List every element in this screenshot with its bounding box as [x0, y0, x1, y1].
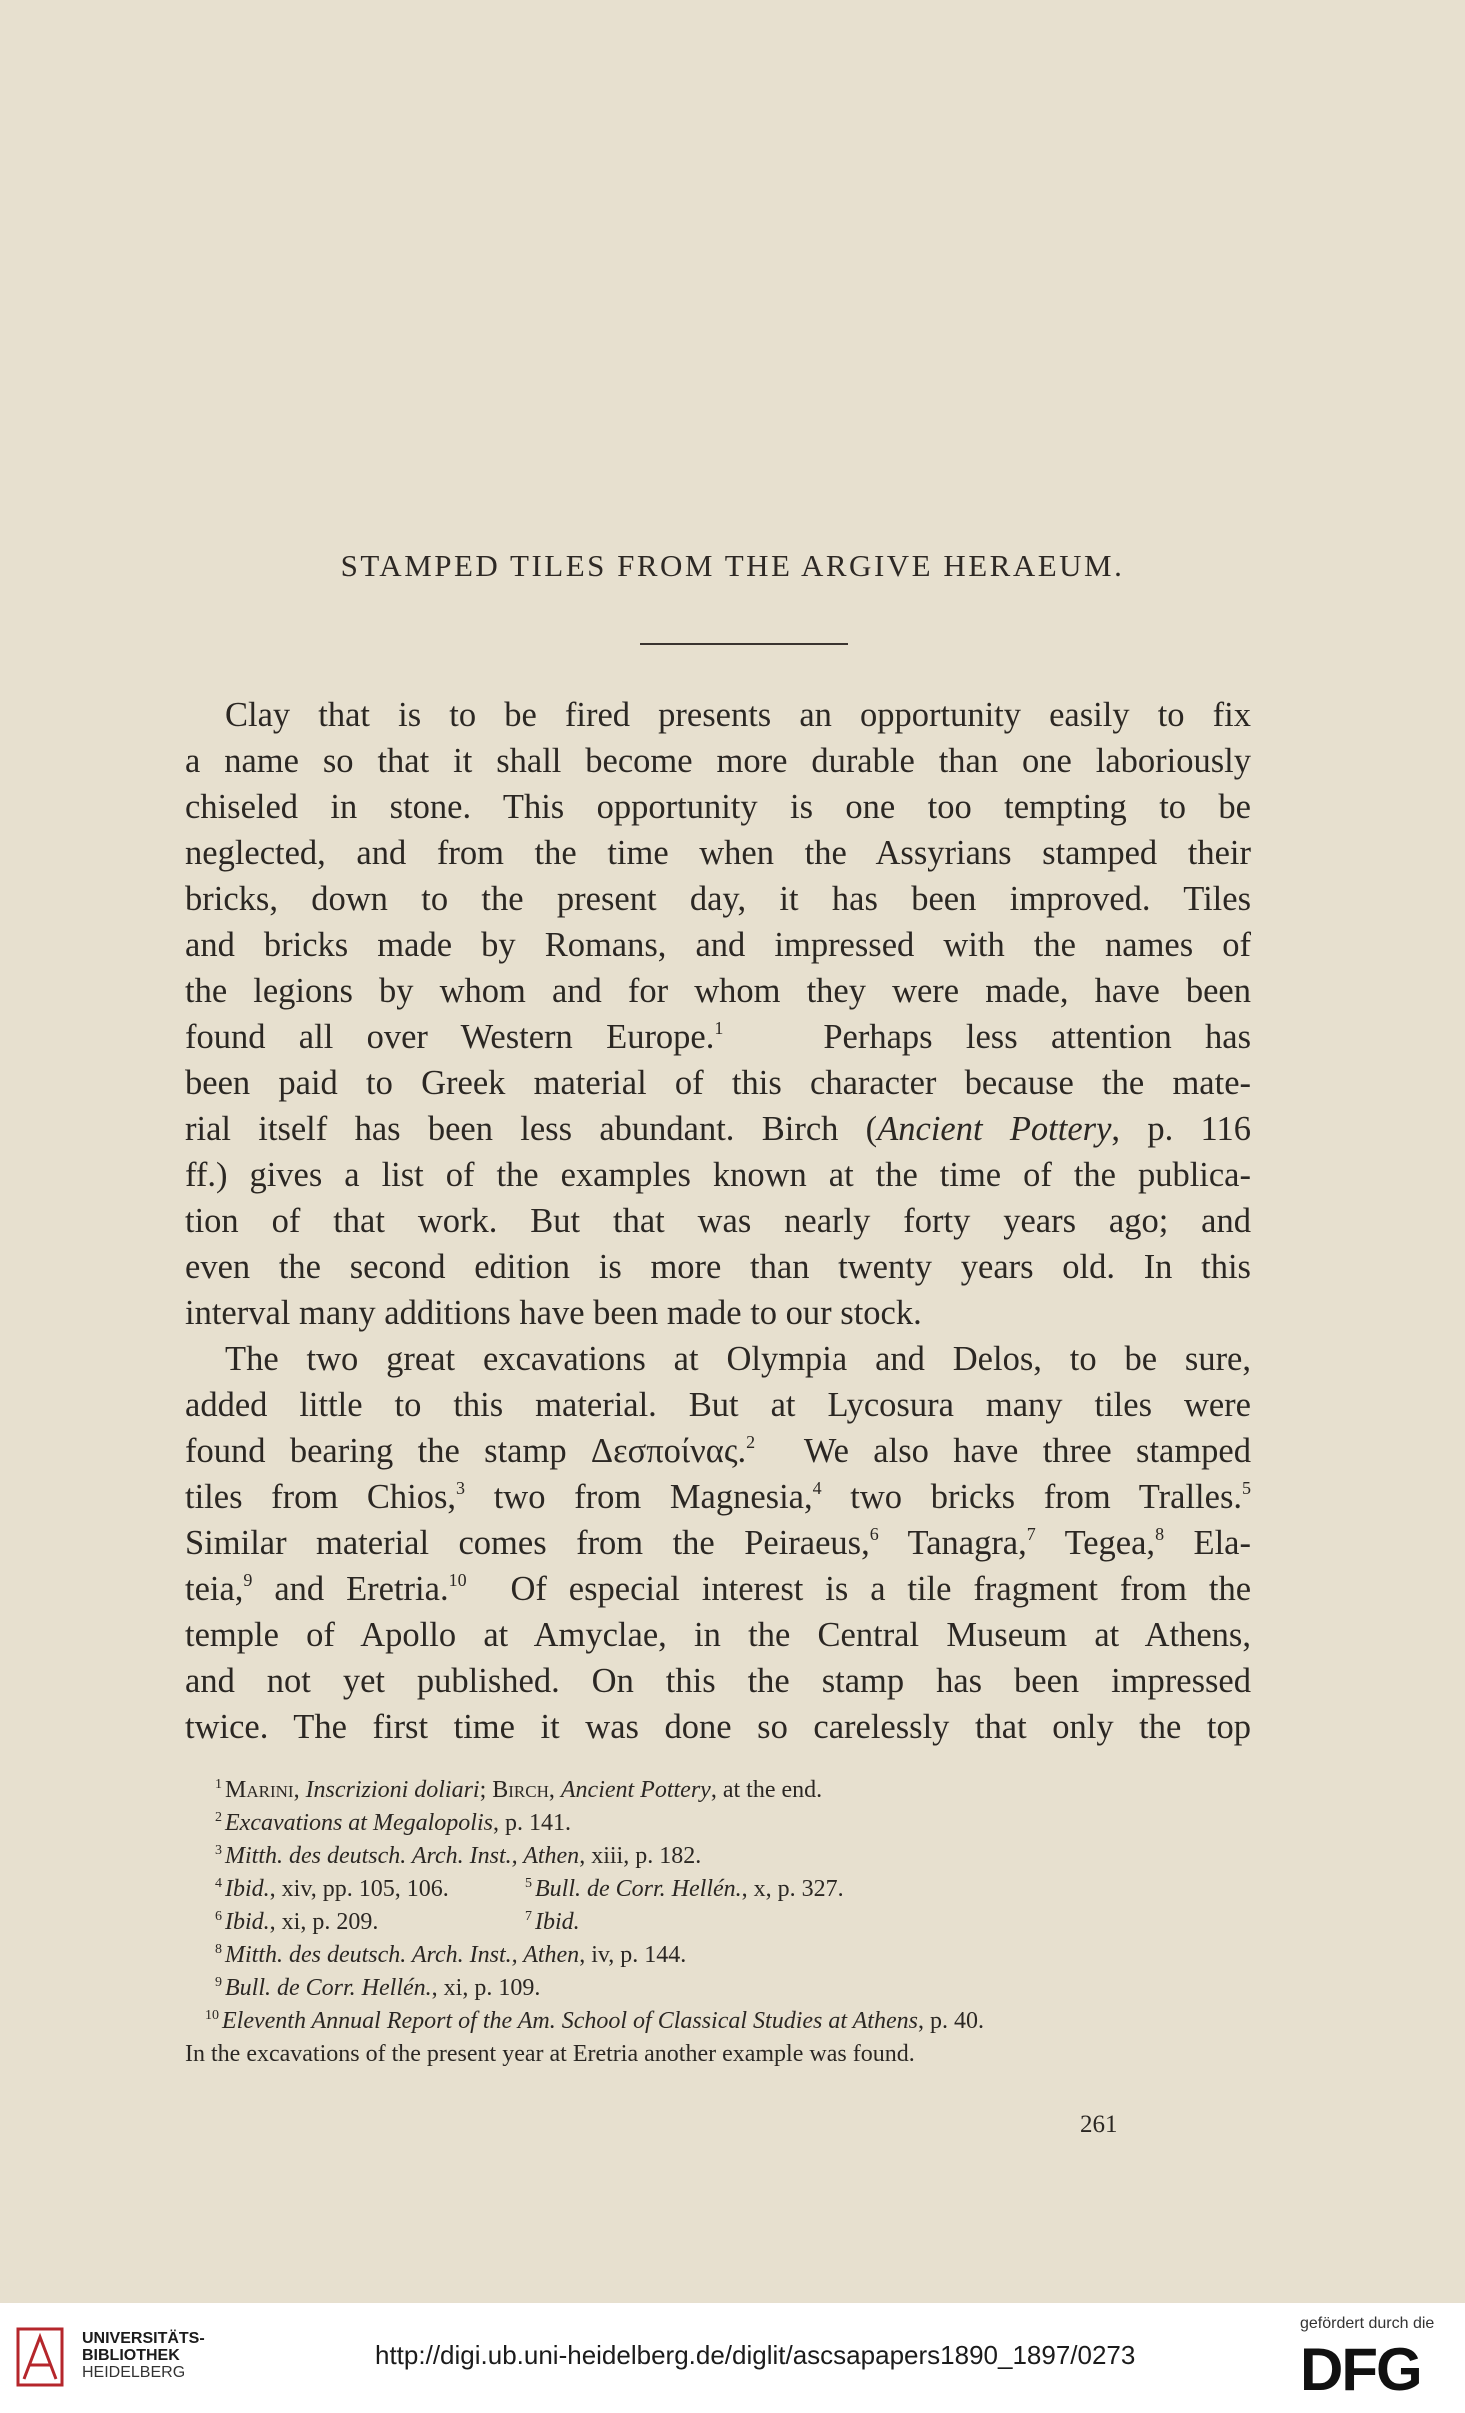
footnote-ref: 2	[746, 1432, 756, 1452]
footnote-ref: 10	[448, 1570, 467, 1590]
body-line: even the second edition is more than twenty years old. In this	[185, 1248, 1251, 1286]
body-line: Similar material comes from the Peiraeus,$^6$ Tanagra,$^7$ Tegea,$^8$ Ela-	[185, 1524, 1251, 1562]
footnote-ref: 9	[243, 1570, 253, 1590]
body-line: the legions by whom and for whom they were made, have been	[185, 972, 1251, 1010]
footnote-10-continued: In the excavations of the present year at Eretria another example was found.	[185, 2041, 915, 2067]
footnote-ref: 6	[869, 1524, 879, 1544]
footnote-3: $^3$ Mitth. des deutsch. Arch. Inst., Athen, xiii, p. 182.	[215, 1843, 702, 1869]
body-line: found bearing the stamp Δεσποίνας.$^2$ We also have three stamped	[185, 1432, 1251, 1470]
body-line: temple of Apollo at Amyclae, in the Central Museum at Athens,	[185, 1616, 1251, 1654]
footnote-ref: 4	[812, 1478, 822, 1498]
body-line: and bricks made by Romans, and impressed with the names of	[185, 926, 1251, 964]
title-rule	[640, 643, 848, 645]
body-line: bricks, down to the present day, it has been improved. Tiles	[185, 880, 1251, 918]
body-line: found all over Western Europe.$^1$ Perhaps less attention has	[185, 1018, 1251, 1056]
body-line: teia,$^9$ and Eretria.$^{10}$ Of especial interest is a tile fragment from the	[185, 1570, 1251, 1608]
body-line: and not yet published. On this the stamp has been impressed	[185, 1662, 1251, 1700]
body-line: twice. The first time it was done so carelessly that only the top	[185, 1708, 1251, 1746]
body-line: Clay that is to be fired presents an opportunity easily to fix	[225, 696, 1251, 734]
body-line: been paid to Greek material of this character because the mate-	[185, 1064, 1251, 1102]
dfg-logo[interactable]: DFG	[1300, 2336, 1421, 2403]
page-number: 261	[1080, 2111, 1118, 2138]
footnote-8: $^8$ Mitth. des deutsch. Arch. Inst., Athen, iv, p. 144.	[215, 1942, 687, 1968]
footnote-ref: 5	[1242, 1478, 1251, 1498]
body-line: rial itself has been less abundant. Birch (Ancient Pottery, p. 116	[185, 1110, 1251, 1148]
body-line: The two great excavations at Olympia and Delos, to be sure,	[225, 1340, 1251, 1378]
body-line: ff.) gives a list of the examples known at the time of the publica-	[185, 1156, 1251, 1194]
footnote-6-7: $^6$ Ibid., xi, p. 209. $^7$ Ibid.	[215, 1909, 580, 1935]
footnote-1: $^1$ Marini, Inscrizioni doliari; Birch, Ancient Pottery, at the end.	[215, 1777, 823, 1803]
footnote-10: $^{10}$ Eleventh Annual Report of the Am. School of Classical Studies at Athens, p. 40.	[205, 2008, 984, 2034]
body-line: tion of that work. But that was nearly forty years ago; and	[185, 1202, 1251, 1240]
footnote-ref: 7	[1026, 1524, 1036, 1544]
body-line: neglected, and from the time when the Assyrians stamped their	[185, 834, 1251, 872]
body-line: tiles from Chios,$^3$ two from Magnesia,$^4$ two bricks from Tralles.$^5$	[185, 1478, 1251, 1516]
permalink-url[interactable]: http://digi.ub.uni-heidelberg.de/diglit/ascsapapers1890_1897/0273	[375, 2340, 1136, 2370]
funded-by-label: gefördert durch die	[1300, 2315, 1435, 2332]
library-name[interactable]: UNIVERSITÄTS- BIBLIOTHEK HEIDELBERG	[82, 2330, 205, 2381]
body-line: added little to this material. But at Lycosura many tiles were	[185, 1386, 1251, 1424]
ub-heidelberg-logo-icon[interactable]	[12, 2325, 70, 2391]
footnotes	[185, 1774, 1251, 2071]
footnote-2: $^2$ Excavations at Megalopolis, p. 141.	[215, 1810, 571, 1836]
footnote-4-5: $^4$ Ibid., xiv, pp. 105, 106. $^5$ Bull. de Corr. Hellén., x, p. 327.	[215, 1876, 844, 1902]
footnote-ref: 8	[1155, 1524, 1165, 1544]
footnote-ref: 1	[714, 1018, 724, 1038]
body-line: chiseled in stone. This opportunity is one too tempting to be	[185, 788, 1251, 826]
body-line: interval many additions have been made to our stock.	[185, 1294, 922, 1332]
body-line: a name so that it shall become more durable than one laboriously	[185, 742, 1251, 780]
footnote-ref: 3	[456, 1478, 466, 1498]
footnote-9: $^9$ Bull. de Corr. Hellén., xi, p. 109.	[215, 1975, 541, 2001]
body-text	[185, 692, 1251, 1750]
page-title: STAMPED TILES FROM THE ARGIVE HERAEUM.	[340, 548, 1125, 583]
